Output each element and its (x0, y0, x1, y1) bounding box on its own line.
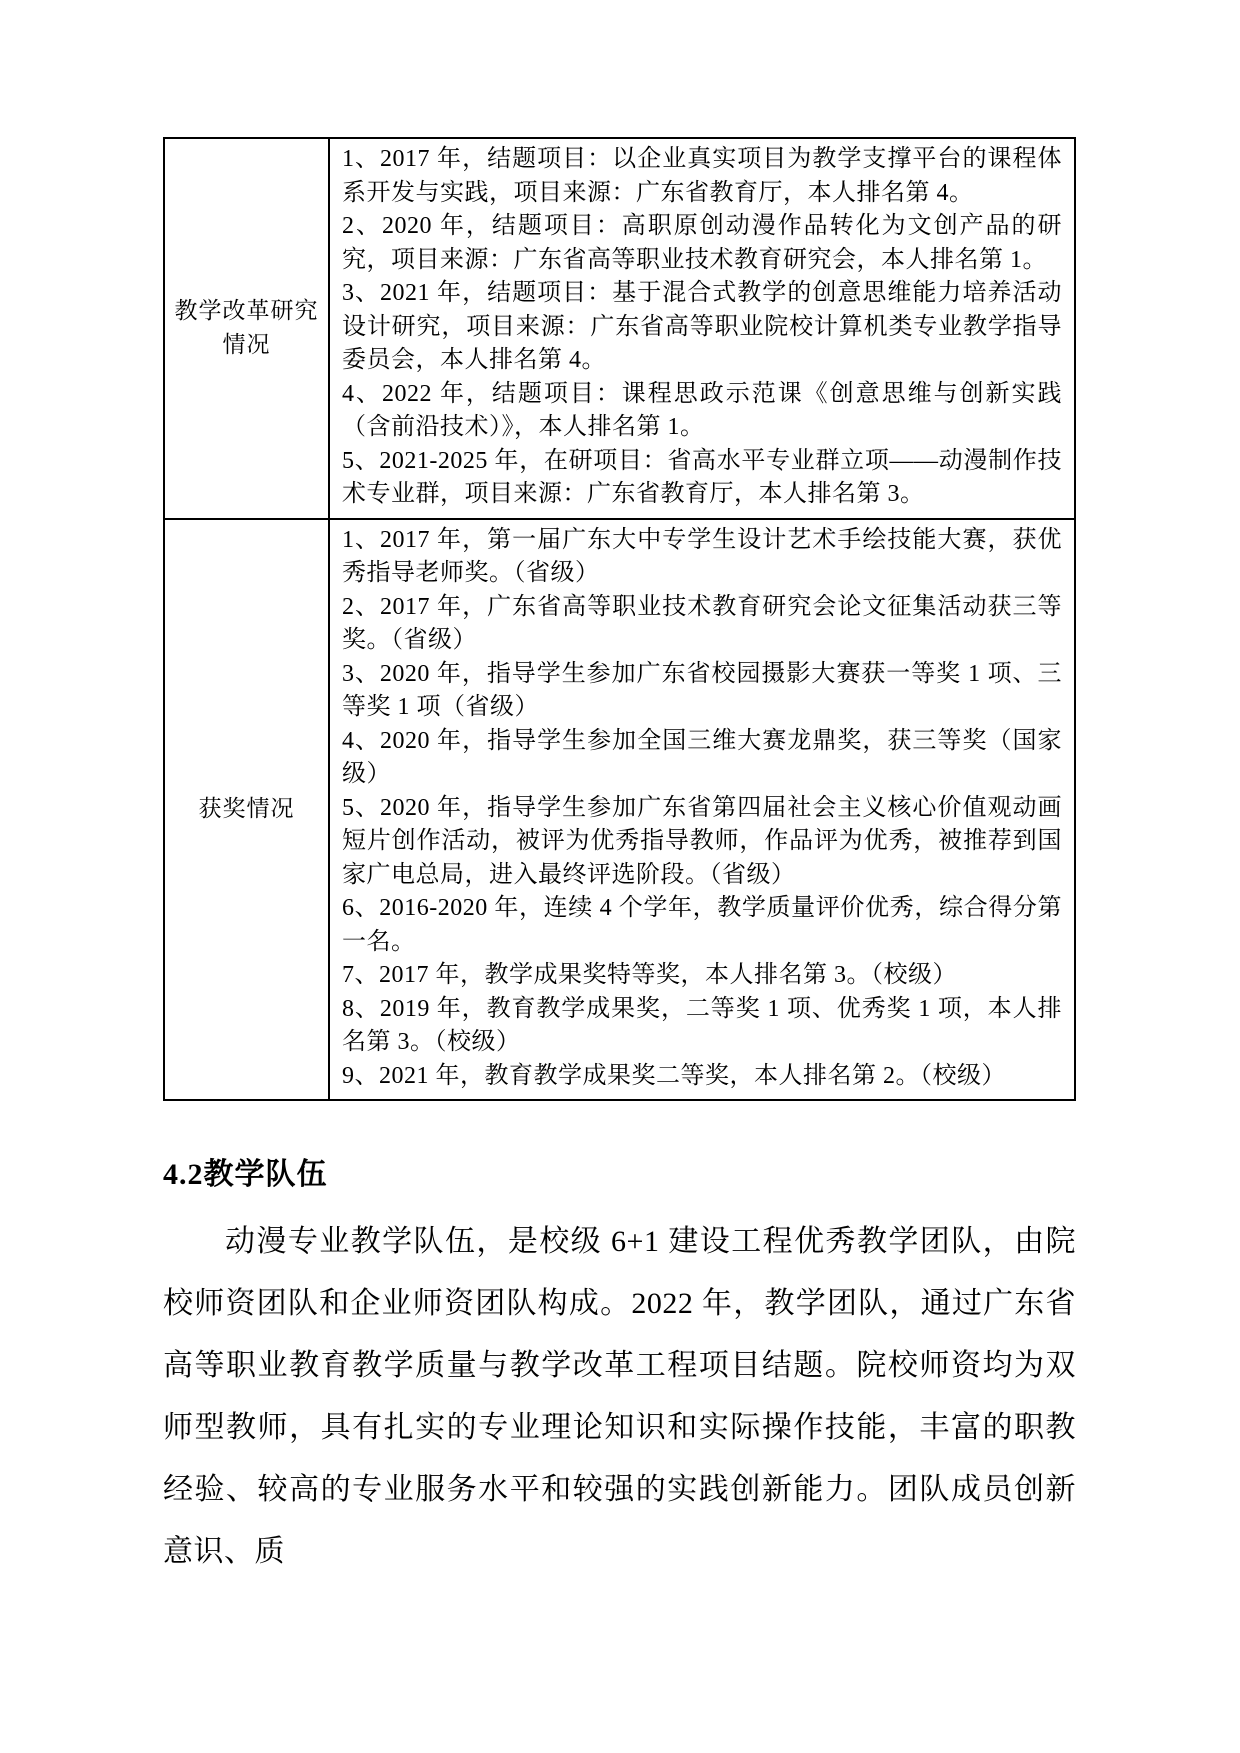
list-item: 8、2019 年，教育教学成果奖，二等奖 1 项、优秀奖 1 项，本人排名第 3。（校级） (342, 995, 1062, 1055)
list-item: 1、2017 年，结题项目：以企业真实项目为教学支撑平台的课程体系开发与实践，项目来源：广东省教育厅，本人排名第 4。 (342, 146, 1062, 206)
table-row-awards (164, 519, 1075, 1101)
section-heading: 4.2教学队伍 (163, 1158, 328, 1191)
list-item: 7、2017 年，教学成果奖特等奖，本人排名第 3。（校级） (342, 962, 957, 988)
list-item: 9、2021 年，教育教学成果奖二等奖，本人排名第 2。（校级） (342, 1062, 1006, 1089)
body-paragraph: 动漫专业教学队伍，是校级 6+1 建设工程优秀教学团队，由院校师资团队和企业师资团队构成。2022 年，教学团队，通过广东省高等职业教育教学质量与教学改革工程项目结题。院校师资均为双师型教师，具有扎实的专业理论知识和实际操作技能，丰富的职教经验、较高的专业服务水平和较强的实践创新能力。团队成员创新意识、质 (163, 1225, 1076, 1568)
list-item: 1、2017 年，第一届广东大中专学生设计艺术手绘技能大赛，获优秀指导老师奖。（省级） (342, 526, 1062, 586)
list-item: 3、2020 年，指导学生参加广东省校园摄影大赛获一等奖 1 项、三等奖 1 项（省级） (342, 660, 1062, 720)
table-row-teaching-reform (164, 138, 1075, 519)
list-item: 2、2020 年，结题项目：高职原创动漫作品转化为文创产品的研究，项目来源：广东省高等职业技术教育研究会，本人排名第 1。 (342, 213, 1062, 273)
info-table (163, 137, 1076, 1101)
row-label-awards: 获奖情况 (164, 519, 329, 1101)
row-content-awards (329, 519, 1075, 1101)
row-label-teaching-reform: 教学改革研究情况 (164, 138, 329, 519)
list-item: 3、2021 年，结题项目：基于混合式教学的创意思维能力培养活动设计研究，项目来源：广东省高等职业院校计算机类专业教学指导委员会，本人排名第 4。 (342, 280, 1062, 373)
row-content-teaching-reform (329, 138, 1075, 519)
list-item: 4、2020 年，指导学生参加全国三维大赛龙鼎奖，获三等奖（国家级） (342, 727, 1062, 787)
list-item: 4、2022 年，结题项目：课程思政示范课《创意思维与创新实践（含前沿技术）》，本人排名第 1。 (342, 380, 1062, 440)
list-item: 6、2016-2020 年，连续 4 个学年，教学质量评价优秀，综合得分第一名。 (342, 895, 1062, 955)
list-item: 5、2020 年，指导学生参加广东省第四届社会主义核心价值观动画短片创作活动，被评为优秀指导教师，作品评为优秀，被推荐到国家广电总局，进入最终评选阶段。（省级） (342, 794, 1062, 888)
list-item: 5、2021-2025 年，在研项目：省高水平专业群立项——动漫制作技术专业群，项目来源：广东省教育厅，本人排名第 3。 (342, 447, 1062, 507)
list-item: 2、2017 年，广东省高等职业技术教育研究会论文征集活动获三等奖。（省级） (342, 593, 1062, 653)
